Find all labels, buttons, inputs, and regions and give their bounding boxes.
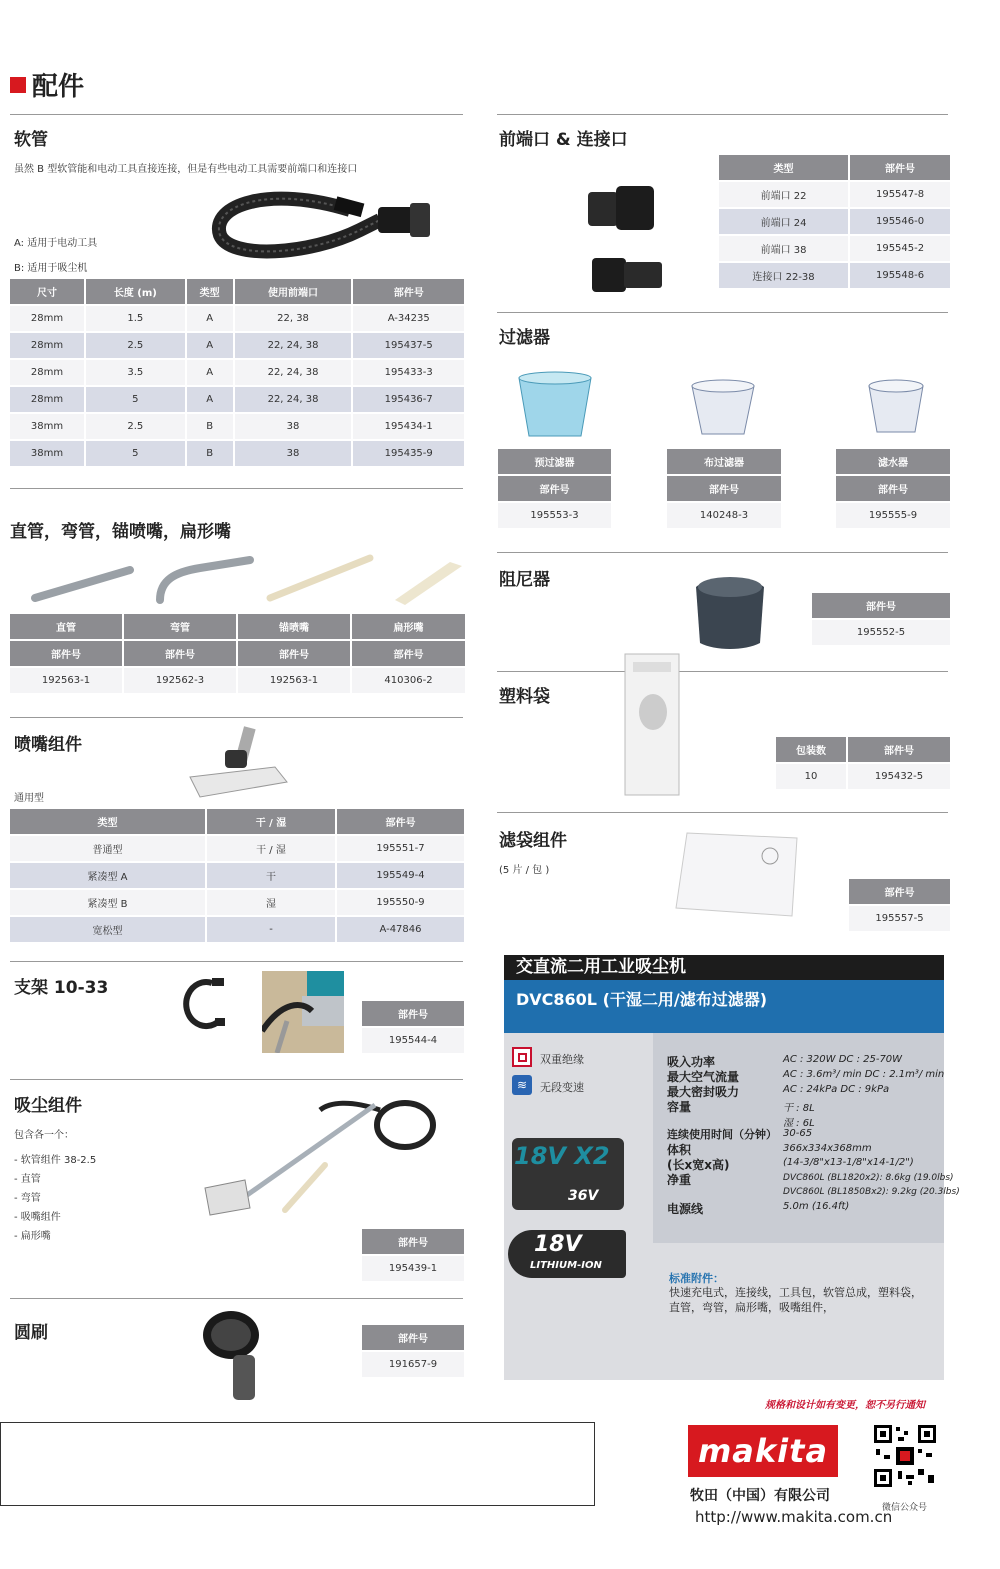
- suction-item: - 吸嘴组件: [14, 1212, 61, 1223]
- battery-badge-label: 18V X2: [514, 1142, 610, 1170]
- table-row: 前端口 22 195547-8: [719, 182, 950, 207]
- holder-photo: [262, 971, 344, 1053]
- divider: [10, 488, 463, 489]
- col-header: 类型: [10, 809, 205, 834]
- damper-title: 阻尼器: [499, 570, 550, 590]
- part-label: 部件号: [124, 641, 236, 666]
- part-number: 140248-3: [667, 503, 781, 528]
- divider: [10, 114, 463, 115]
- spec-value: 5.0m (16.4ft): [783, 1201, 850, 1212]
- suction-intro: 包含各一个：: [14, 1130, 74, 1141]
- ports-image: [580, 180, 665, 300]
- pipe-name: 直管: [10, 614, 122, 639]
- spec-value: DVC860L (BL1850Bx2): 9.2kg (20.3lbs): [783, 1187, 960, 1197]
- col-header: 干 / 湿: [207, 809, 335, 834]
- filter-name: 布过滤器: [667, 449, 781, 474]
- lithium-badge-text: LITHIUM-ION: [530, 1260, 602, 1271]
- std-accessories-line: 直管，弯管，扁形嘴，吸嘴组件，: [669, 1301, 834, 1314]
- bag-table: [774, 735, 952, 791]
- divider: [497, 114, 948, 115]
- part-label: 部件号: [498, 476, 611, 501]
- blank-frame: [0, 1422, 595, 1506]
- divider: [10, 717, 463, 718]
- feature-double-insulation: 双重绝缘: [540, 1053, 584, 1066]
- notice-text: 规格和设计如有变更，恕不另行通知: [765, 1400, 925, 1411]
- part-label: 部件号: [238, 641, 350, 666]
- makita-logo: makita: [688, 1425, 838, 1477]
- spec-value: AC : 3.6m³/ min DC : 2.1m³/ min: [783, 1069, 945, 1080]
- spec-label: 最大空气流量: [667, 1070, 740, 1084]
- part-number: 191657-9: [362, 1352, 464, 1377]
- divider: [497, 552, 948, 553]
- holder-part-box: [362, 1001, 464, 1053]
- table-row: 28mm 2.5 A 22, 24, 38 195437-5: [10, 333, 464, 358]
- pipe-bent-box: [124, 614, 236, 693]
- cloth-filter-box: [667, 449, 781, 528]
- part-label: 部件号: [362, 1325, 464, 1350]
- table-row: 38mm 2.5 B 38 195434-1: [10, 414, 464, 439]
- divider: [10, 1298, 463, 1299]
- table-row: 前端口 24 195546-0: [719, 209, 950, 234]
- water-filter-box: [836, 449, 950, 528]
- lithium-badge-voltage: 18V: [534, 1232, 582, 1257]
- table-row: 28mm 3.5 A 22, 24, 38 195433-3: [10, 360, 464, 385]
- holder-title: 支架 10-33: [14, 978, 109, 998]
- part-label: 部件号: [362, 1229, 464, 1254]
- filter-bag-title: 滤袋组件: [499, 831, 567, 851]
- col-header: 长度 (m): [86, 279, 185, 304]
- part-number: 195553-3: [498, 503, 611, 528]
- part-number: 192563-1: [10, 668, 122, 693]
- nozzle-title: 喷嘴组件: [14, 735, 82, 755]
- part-label: 部件号: [849, 879, 950, 904]
- col-header: 部件号: [337, 809, 464, 834]
- cloth-filter-image: [688, 378, 758, 438]
- spec-label: 净重: [667, 1173, 692, 1187]
- hose-title: 软管: [14, 130, 48, 150]
- pipe-straight-box: [10, 614, 122, 693]
- table-row: 连接口 22-38 195548-6: [719, 263, 950, 288]
- feature-variable-speed: 无段变速: [540, 1081, 584, 1094]
- suction-item: - 软管组件 38-2.5: [14, 1155, 97, 1166]
- hose-description: 虽然 B 型软管能和电动工具直接连接，但是有些电动工具需要前端口和连接口: [14, 164, 358, 175]
- spec-label: 吸入功率: [667, 1055, 716, 1069]
- divider: [10, 961, 463, 962]
- filter-bag-part-box: [849, 879, 950, 931]
- suction-item: - 扁形嘴: [14, 1231, 51, 1242]
- spec-value: (14-3/8"x13-1/8"x14-1/2"): [783, 1157, 914, 1168]
- pipe-name: 锚喷嘴: [238, 614, 350, 639]
- damper-part-box: [812, 593, 950, 645]
- filter-name: 预过滤器: [498, 449, 611, 474]
- divider: [497, 312, 948, 313]
- part-label: 部件号: [362, 1001, 464, 1026]
- pre-filter-box: [498, 449, 611, 528]
- suction-item: - 直管: [14, 1174, 41, 1185]
- variable-speed-icon: ≋: [512, 1075, 532, 1095]
- suction-item: - 弯管: [14, 1193, 41, 1204]
- holder-image: [182, 975, 232, 1035]
- part-number: 195439-1: [362, 1256, 464, 1281]
- brush-image: [198, 1305, 273, 1403]
- part-label: 部件号: [667, 476, 781, 501]
- spec-label: 容量: [667, 1100, 692, 1114]
- col-header: 包装数: [776, 737, 846, 762]
- pipes-image: [10, 550, 465, 612]
- spec-header-category: 交直流二用工业吸尘机: [504, 955, 944, 980]
- pipe-name: 弯管: [124, 614, 236, 639]
- suction-part-box: [362, 1229, 464, 1281]
- nozzle-table: [8, 807, 466, 944]
- filters-title: 过滤器: [499, 328, 550, 348]
- divider: [10, 1079, 463, 1080]
- col-header: 部件号: [850, 155, 950, 180]
- pipe-crevice-box: [238, 614, 350, 693]
- col-header: 尺寸: [10, 279, 84, 304]
- water-filter-image: [865, 378, 927, 436]
- spec-label: (长x宽x高): [667, 1158, 730, 1172]
- filter-bag-image: [672, 828, 802, 920]
- spec-label: 电源线: [667, 1202, 704, 1216]
- table-row: 28mm 1.5 A 22, 38 A-34235: [10, 306, 464, 331]
- suction-title: 吸尘组件: [14, 1096, 82, 1116]
- brush-part-box: [362, 1325, 464, 1377]
- table-row: 紧凑型 A 干 195549-4: [10, 863, 464, 888]
- damper-image: [690, 573, 770, 653]
- ports-table: [717, 153, 952, 290]
- spec-label: 最大密封吸力: [667, 1085, 740, 1099]
- spec-value: 30-65: [783, 1128, 813, 1139]
- hose-image: [210, 185, 440, 265]
- brush-title: 圆刷: [14, 1323, 48, 1343]
- pipe-name: 扁形嘴: [352, 614, 465, 639]
- ports-title: 前端口 & 连接口: [499, 130, 628, 150]
- nozzle-subtitle: 通用型: [14, 793, 44, 804]
- col-header: 部件号: [353, 279, 464, 304]
- table-row: 10 195432-5: [776, 764, 950, 789]
- col-header: 部件号: [848, 737, 950, 762]
- spec-value: 366x334x368mm: [783, 1143, 872, 1154]
- double-insulation-icon: [512, 1047, 532, 1067]
- suction-kit-image: [200, 1090, 445, 1220]
- table-row: 38mm 5 B 38 195435-9: [10, 441, 464, 466]
- filter-bag-subtitle: (5 片 / 包 ): [499, 865, 550, 876]
- part-label: 部件号: [812, 593, 950, 618]
- page-title: 配件: [10, 66, 84, 103]
- spec-label: 连续使用时间（分钟）: [667, 1128, 777, 1141]
- spec-value: DVC860L (BL1820x2): 8.6kg (19.0lbs): [783, 1173, 954, 1183]
- hose-table: [8, 277, 466, 468]
- part-number: 410306-2: [352, 668, 465, 693]
- plastic-bag-image: [623, 652, 681, 797]
- divider: [497, 671, 948, 672]
- pipes-title: 直管，弯管，锚喷嘴，扁形嘴: [10, 522, 231, 542]
- title-marker: [10, 77, 26, 93]
- nozzle-image: [185, 722, 290, 802]
- table-row: 前端口 38 195545-2: [719, 236, 950, 261]
- part-label: 部件号: [836, 476, 950, 501]
- col-header: 类型: [187, 279, 233, 304]
- part-number: 195557-5: [849, 906, 950, 931]
- table-row: 紧凑型 B 湿 195550-9: [10, 890, 464, 915]
- spec-value: AC : 24kPa DC : 9kPa: [783, 1084, 890, 1095]
- part-number: 192563-1: [238, 668, 350, 693]
- part-label: 部件号: [352, 641, 465, 666]
- part-number: 195552-5: [812, 620, 950, 645]
- filter-name: 滤水器: [836, 449, 950, 474]
- spec-value: AC : 320W DC : 25-70W: [783, 1054, 903, 1065]
- company-url[interactable]: http://www.makita.com.cn: [695, 1508, 893, 1526]
- part-label: 部件号: [10, 641, 122, 666]
- std-accessories-line: 快速充电式，连接线，工具包，软管总成，塑料袋，: [669, 1286, 922, 1299]
- hose-note-b: B: 适用于吸尘机: [14, 263, 88, 274]
- company-name: 牧田（中国）有限公司: [690, 1488, 830, 1504]
- pipe-flat-box: [352, 614, 465, 693]
- col-header: 类型: [719, 155, 848, 180]
- spec-value: 湿 : 6L: [783, 1118, 815, 1129]
- hose-note-a: A: 适用于电动工具: [14, 238, 98, 249]
- col-header: 使用前端口: [235, 279, 352, 304]
- pre-filter-image: [515, 370, 595, 442]
- std-accessories-title: 标准附件：: [669, 1272, 724, 1285]
- spec-label: 体积: [667, 1143, 692, 1157]
- table-row: 宽松型 - A-47846: [10, 917, 464, 942]
- qr-caption: 微信公众号: [882, 1503, 928, 1513]
- table-row: 普通型 干 / 湿 195551-7: [10, 836, 464, 861]
- divider: [497, 812, 948, 813]
- part-number: 195544-4: [362, 1028, 464, 1053]
- battery-badge-36v-label: 36V: [568, 1188, 599, 1204]
- qr-code-icon: [872, 1423, 938, 1489]
- spec-header-model: DVC860L (干湿二用/滤布过滤器): [504, 980, 944, 1033]
- part-number: 195555-9: [836, 503, 950, 528]
- table-row: 28mm 5 A 22, 24, 38 195436-7: [10, 387, 464, 412]
- part-number: 192562-3: [124, 668, 236, 693]
- spec-value: 干 : 8L: [783, 1103, 815, 1114]
- bag-title: 塑料袋: [499, 687, 550, 707]
